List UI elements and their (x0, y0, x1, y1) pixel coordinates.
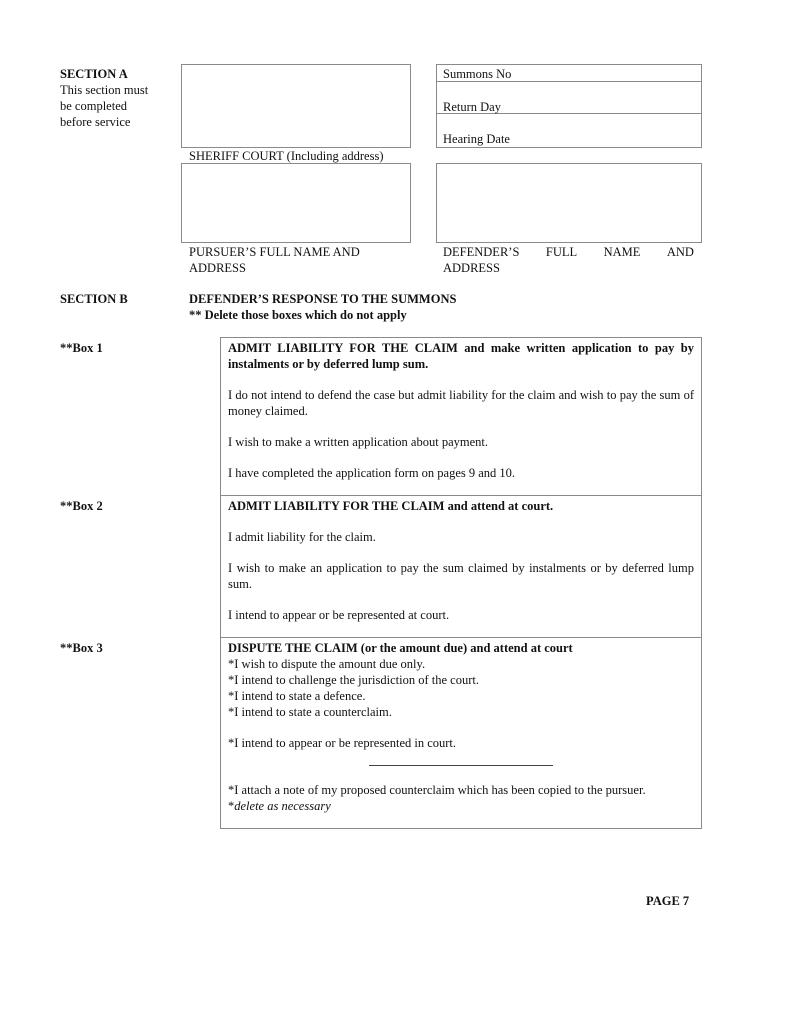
box3-option-line: *I intend to state a counterclaim. (228, 705, 392, 719)
pursuer-label (189, 244, 360, 276)
defender-label-word: AND (666, 245, 694, 259)
defender-label-line: ADDRESS (443, 261, 500, 275)
box3-label: **Box 3 (60, 641, 103, 655)
box-divider (220, 637, 702, 638)
section-b-heading: SECTION B (60, 292, 128, 306)
box1-label: **Box 1 (60, 341, 103, 355)
box1-para: I do not intend to defend the case but admit liability for the claim and wish to pay the sum of money claimed. (228, 388, 694, 418)
box3-option-line: *I intend to challenge the jurisdiction of the court. (228, 673, 479, 687)
box3-delete-note: delete as necessary (234, 799, 331, 813)
defender-label (443, 244, 694, 276)
page-number: PAGE 7 (646, 894, 690, 908)
box2-option[interactable] (228, 498, 694, 623)
box3-attach: *I attach a note of my proposed counterclaim which has been copied to the pursuer. (228, 783, 646, 797)
sheriff-court-field[interactable] (181, 64, 411, 148)
box3-option[interactable] (228, 640, 694, 751)
defender-label-line (443, 244, 694, 260)
hearing-date-label: Hearing Date (443, 132, 510, 146)
box-divider (220, 495, 702, 496)
summons-no-label: Summons No (443, 67, 512, 81)
section-a-heading: SECTION A (60, 67, 128, 81)
section-b-instruction: ** Delete those boxes which do not apply (189, 308, 407, 322)
box1-para: I have completed the application form on pages 9 and 10. (228, 466, 516, 480)
summons-no-field[interactable] (520, 65, 700, 80)
pursuer-name-address-field[interactable] (181, 163, 411, 243)
box2-para: I admit liability for the claim. (228, 530, 376, 544)
section-a-note-line: be completed (60, 99, 127, 113)
box3-title: DISPUTE THE CLAIM (or the amount due) and attend at court (228, 641, 573, 655)
box2-para: I wish to make an application to pay the sum claimed by instalments or by deferred lump sum. (228, 561, 694, 591)
section-a-note-line: before service (60, 115, 131, 129)
defender-label-word: NAME (603, 245, 641, 259)
section-b-title: DEFENDER’S RESPONSE TO THE SUMMONS (189, 292, 457, 306)
defender-name-address-field[interactable] (436, 163, 702, 243)
box2-para: I intend to appear or be represented at court. (228, 608, 450, 622)
box3-appear: *I intend to appear or be represented in court. (228, 736, 457, 750)
return-day-field[interactable] (520, 98, 700, 114)
box3-attach-block (228, 782, 694, 814)
pursuer-label-line: PURSUER’S FULL NAME AND (189, 245, 360, 259)
box3-option-line: *I wish to dispute the amount due only. (228, 657, 426, 671)
box3-delete-note-line: *delete as necessary (228, 799, 331, 813)
defender-label-word: FULL (545, 245, 578, 259)
box2-title: ADMIT LIABILITY FOR THE CLAIM and attend at court. (228, 499, 554, 513)
signature-line[interactable] (369, 765, 553, 766)
return-day-label: Return Day (443, 100, 501, 114)
hearing-date-field[interactable] (520, 130, 700, 146)
section-a-note-line: This section must (60, 83, 149, 97)
sheriff-court-label: SHERIFF COURT (Including address) (189, 149, 384, 163)
box3-option-line: *I intend to state a defence. (228, 689, 366, 703)
box2-label: **Box 2 (60, 499, 103, 513)
section-a-note (60, 82, 175, 130)
defender-label-word: DEFENDER’S (443, 245, 520, 259)
box1-title: ADMIT LIABILITY FOR THE CLAIM and make written application to pay by instalments or by deferred lump sum. (228, 341, 694, 371)
box1-option[interactable] (228, 340, 694, 481)
box1-para: I wish to make a written application about payment. (228, 435, 488, 449)
pursuer-label-line: ADDRESS (189, 261, 246, 275)
